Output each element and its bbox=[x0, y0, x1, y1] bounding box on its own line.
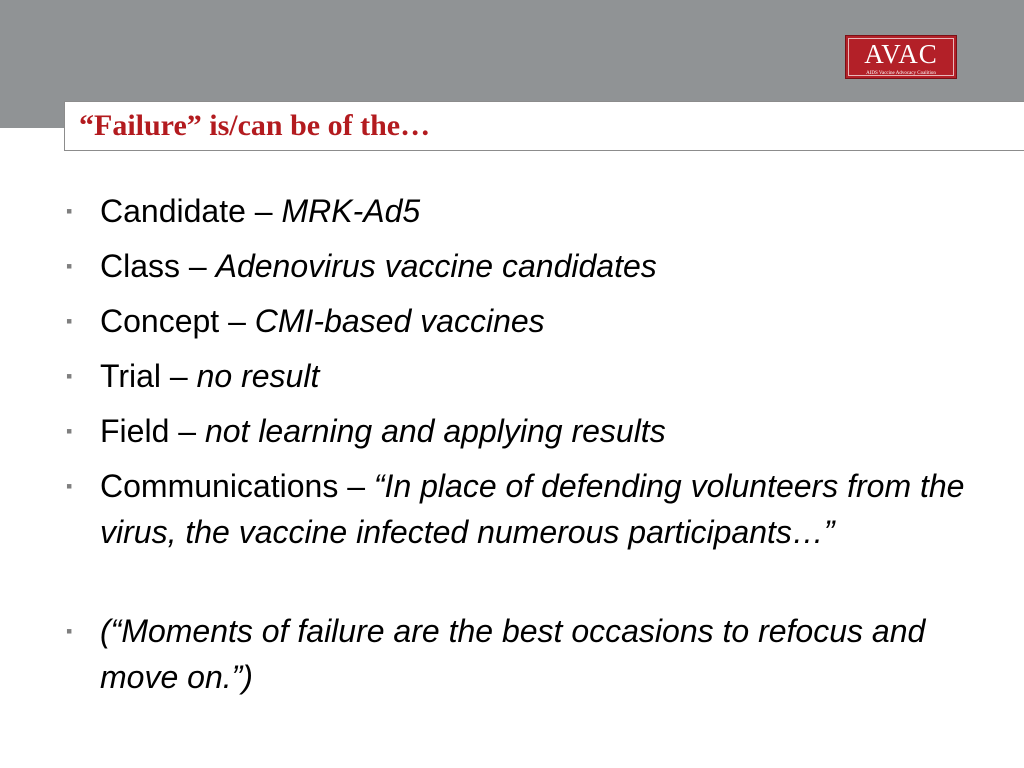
bullet-label: Trial – bbox=[100, 358, 197, 394]
bullet-square-icon: ▪ bbox=[66, 621, 73, 641]
bullet-square-icon: ▪ bbox=[66, 366, 73, 386]
bullet-detail: CMI-based vaccines bbox=[254, 303, 545, 339]
avac-logo bbox=[845, 35, 957, 79]
bullet-detail: Adenovirus vaccine candidates bbox=[215, 248, 657, 284]
bullet-label: Communications – bbox=[100, 468, 374, 504]
bullet-detail: MRK-Ad5 bbox=[281, 193, 421, 229]
bullet-item-trial bbox=[62, 353, 982, 399]
slide-title: “Failure” is/can be of the… bbox=[79, 109, 431, 142]
bullet-detail: “In place of defending volunteers from the virus, the vaccine infected numerous participants…” bbox=[100, 468, 965, 550]
bullet-item-candidate bbox=[62, 188, 982, 234]
title-box bbox=[64, 101, 1024, 151]
bullet-item-concept bbox=[62, 298, 982, 344]
bullet-square-icon: ▪ bbox=[66, 311, 73, 331]
bullet-item-field bbox=[62, 408, 982, 454]
bullet-item-communications bbox=[62, 463, 982, 555]
bullet-detail: not learning and applying results bbox=[204, 413, 666, 449]
logo-text: AVAC bbox=[864, 39, 938, 69]
bullet-detail: no result bbox=[196, 358, 320, 394]
bullet-label: Field – bbox=[100, 413, 205, 449]
bullet-square-icon: ▪ bbox=[66, 201, 73, 221]
bullet-detail: (“Moments of failure are the best occasions to refocus and move on.”) bbox=[100, 613, 926, 695]
bullet-square-icon: ▪ bbox=[66, 421, 73, 441]
bullet-square-icon: ▪ bbox=[66, 256, 73, 276]
bullet-item-class bbox=[62, 243, 982, 289]
bullet-label: Concept – bbox=[100, 303, 255, 339]
bullet-square-icon: ▪ bbox=[66, 476, 73, 496]
bullet-label: Class – bbox=[100, 248, 216, 284]
bullet-list bbox=[62, 188, 982, 709]
bullet-item-quote bbox=[62, 608, 982, 700]
bullet-label: Candidate – bbox=[100, 193, 282, 229]
logo-frame bbox=[848, 38, 954, 76]
logo-subtitle: AIDS Vaccine Advocacy Coalition bbox=[866, 71, 936, 76]
